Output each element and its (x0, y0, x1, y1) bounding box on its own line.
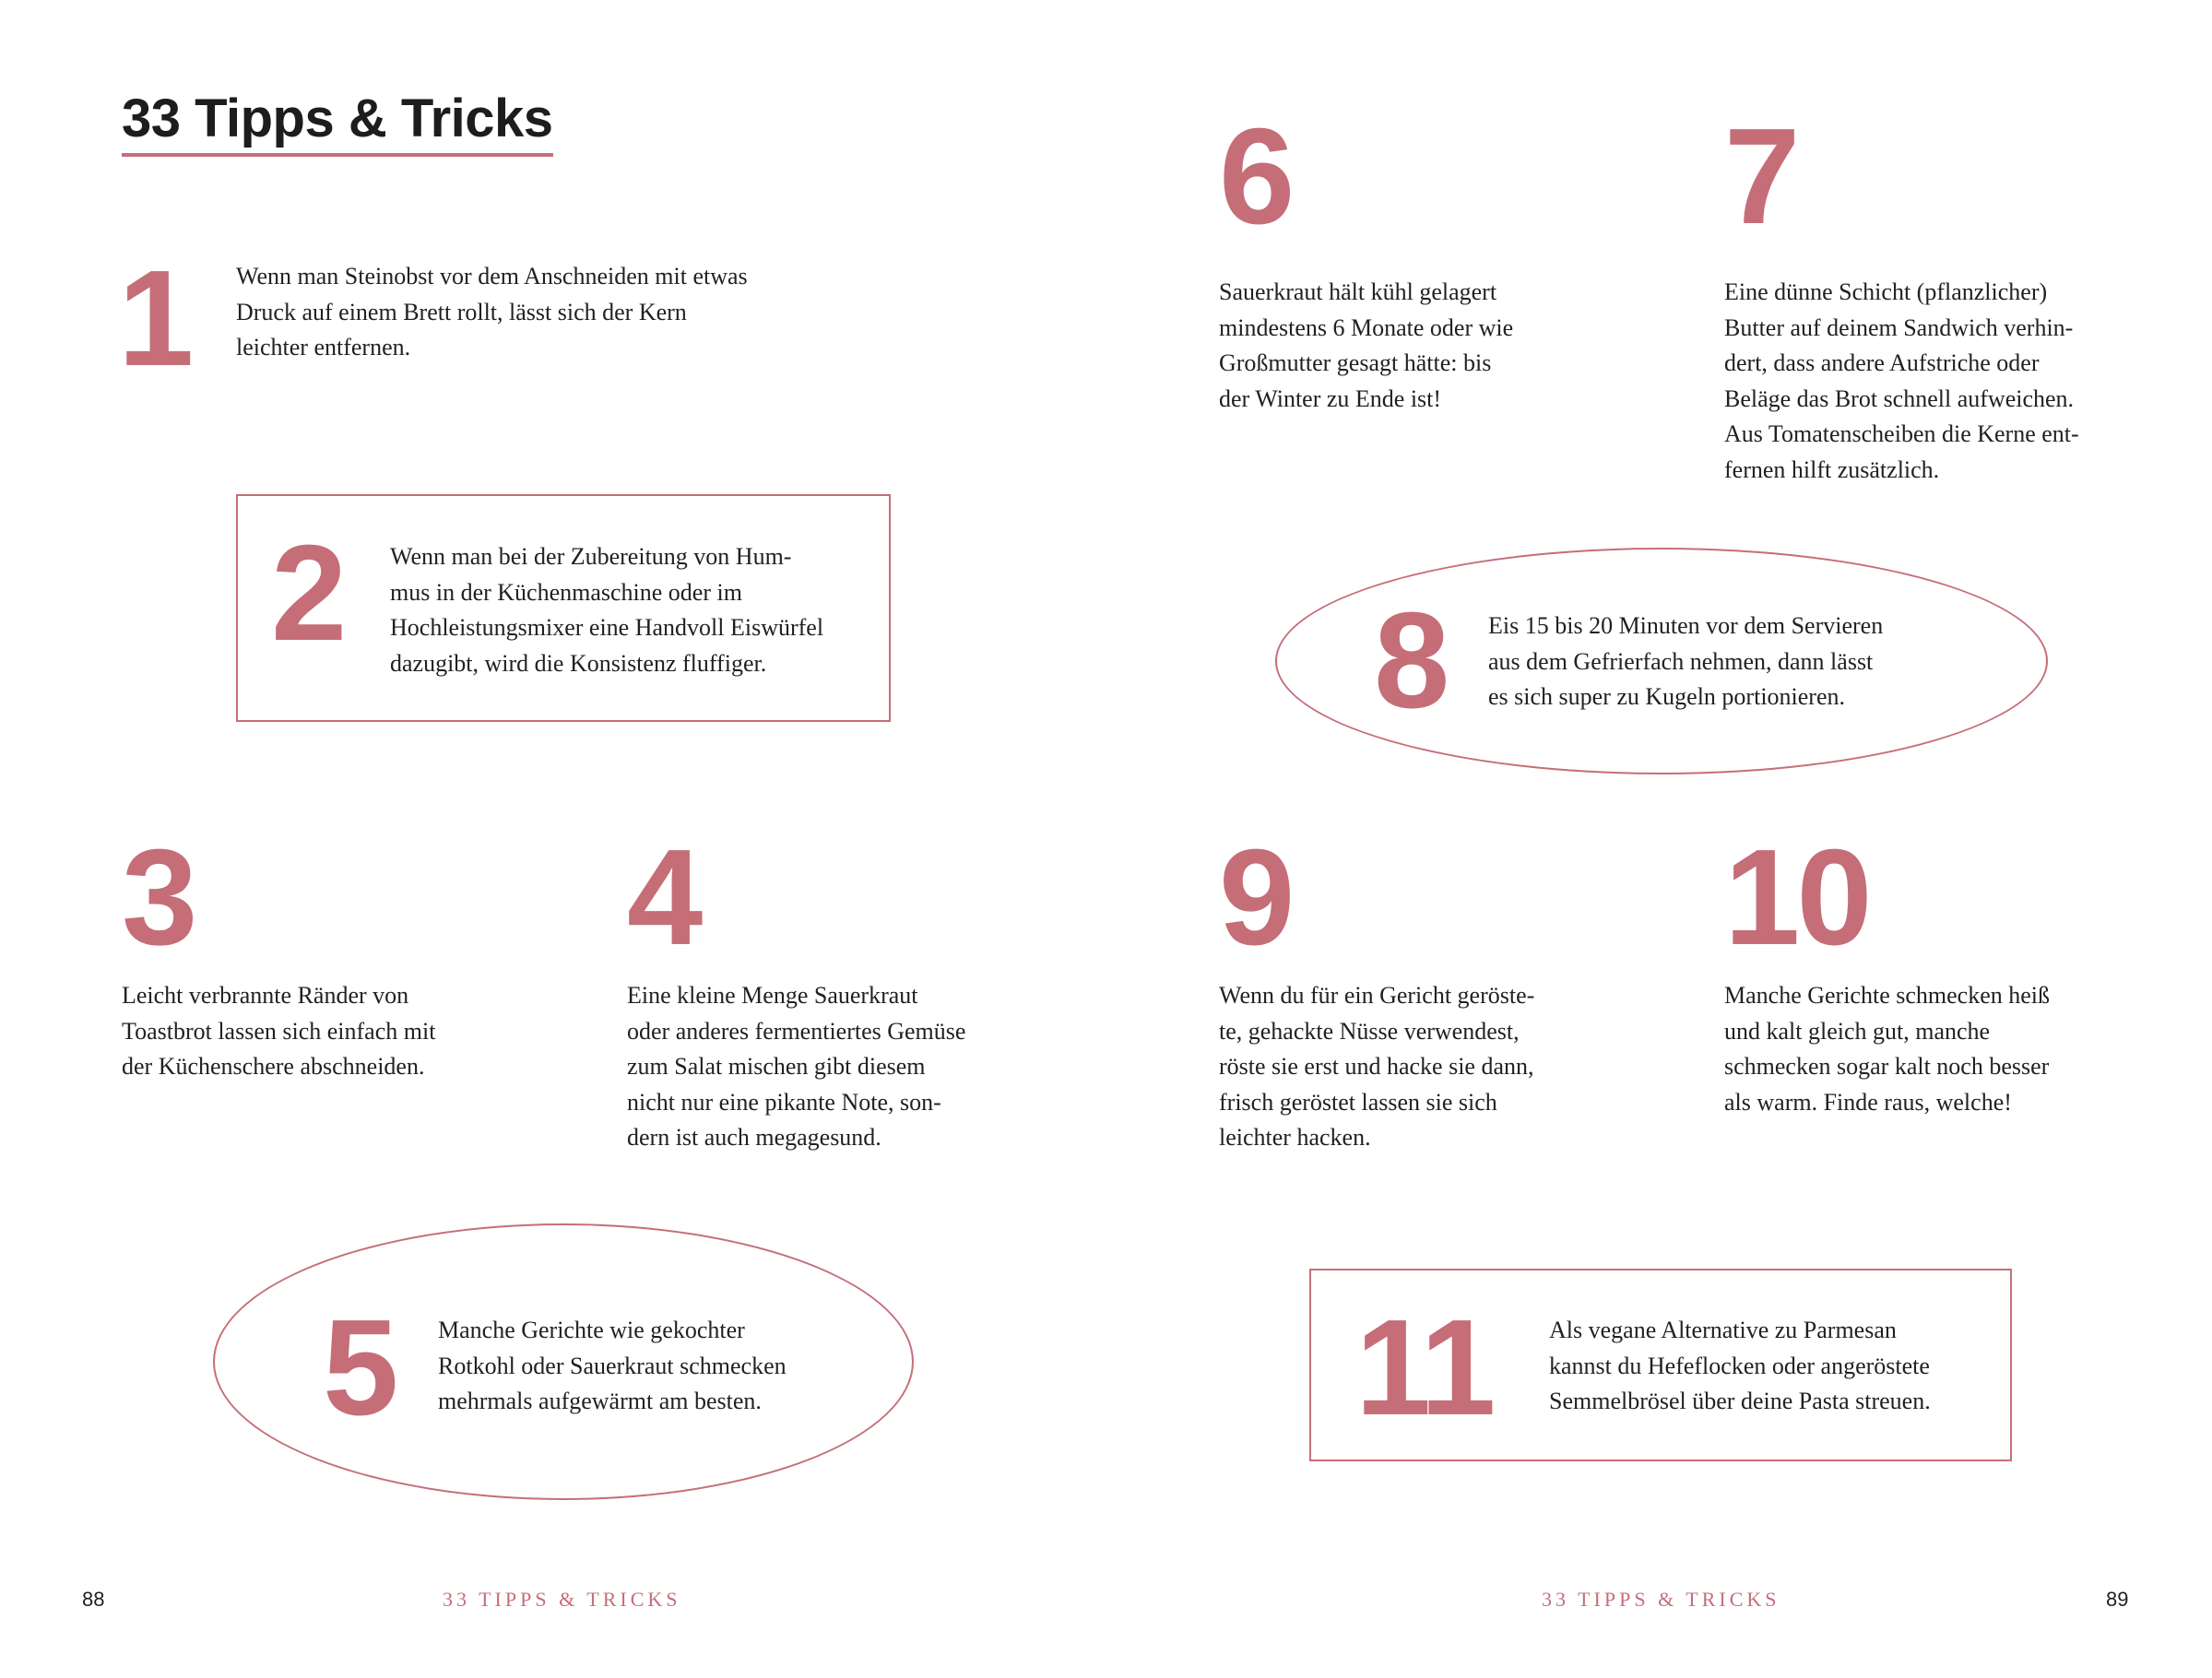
tip-text-5 (438, 1313, 787, 1420)
tip-line: mus in der Küchenmaschine oder im (390, 578, 742, 606)
tip-line: leichter entfernen. (236, 334, 411, 360)
tip-line: aus dem Gefrierfach nehmen, dann lässt (1488, 647, 1874, 675)
tip-line: und kalt gleich gut, manche (1724, 1017, 1991, 1045)
page-number-right: 89 (2106, 1588, 2129, 1611)
tip-line: Als vegane Alternative zu Parmesan (1549, 1317, 1897, 1343)
tip-text-4 (627, 978, 965, 1156)
tip-number-10: 10 (1724, 821, 1869, 974)
tip-line: Wenn du für ein Gericht geröste- (1219, 982, 1535, 1009)
running-head-right: 33 TIPPS & TRICKS (1542, 1588, 1780, 1611)
tip-line: mindestens 6 Monate oder wie (1219, 313, 1514, 341)
tip-number-1: 1 (118, 242, 191, 395)
page-title: 33 Tipps & Tricks (122, 92, 553, 157)
page-number-left: 88 (82, 1588, 105, 1611)
tip-line: Beläge das Brot schnell aufweichen. (1724, 384, 2075, 412)
tip-line: Eine kleine Menge Sauerkraut (627, 982, 918, 1009)
tip-line: Semmelbrösel über deine Pasta streuen. (1549, 1388, 1931, 1414)
tip-number-9: 9 (1219, 821, 1292, 974)
tip-line: als warm. Finde raus, welche! (1724, 1088, 2012, 1116)
tip-line: dert, dass andere Aufstriche oder (1724, 349, 2040, 376)
tip-line: kannst du Hefeflocken oder angeröstete (1549, 1352, 1930, 1379)
tip-line: leichter hacken. (1219, 1124, 1371, 1151)
tip-line: Eine dünne Schicht (pflanzlicher) (1724, 278, 2048, 305)
tip-text-3 (122, 978, 435, 1085)
tip-line: Eis 15 bis 20 Minuten vor dem Servieren (1488, 612, 1884, 639)
tip-line: dazugibt, wird die Konsistenz fluffiger. (390, 649, 767, 677)
tip-line: Butter auf deinem Sandwich verhin- (1724, 313, 2074, 341)
tip-line: frisch geröstet lassen sie sich (1219, 1088, 1497, 1116)
tip-line: Druck auf einem Brett rollt, lässt sich der Kern (236, 298, 687, 325)
tip-line: Rotkohl oder Sauerkraut schmecken (438, 1352, 787, 1379)
tip-line: nicht nur eine pikante Note, son- (627, 1088, 941, 1116)
tip-line: oder anderes fermentiertes Gemüse (627, 1017, 966, 1045)
tip-text-8 (1488, 609, 1883, 715)
tip-number-7: 7 (1724, 100, 1797, 253)
tip-text-9 (1219, 978, 1534, 1156)
tip-line: der Winter zu Ende ist! (1219, 384, 1442, 412)
tip-number-6: 6 (1219, 100, 1292, 253)
tip-number-2: 2 (271, 517, 344, 669)
tip-line: es sich super zu Kugeln portionieren. (1488, 683, 1846, 710)
tip-line: Hochleistungsmixer eine Handvoll Eiswürfel (390, 614, 824, 641)
tip-line: te, gehackte Nüsse verwendest, (1219, 1017, 1520, 1045)
tip-line: Aus Tomatenscheiben die Kerne ent- (1724, 420, 2079, 447)
tip-line: Wenn man Steinobst vor dem Anschneiden mit etwas (236, 263, 748, 290)
tip-line: Großmutter gesagt hätte: bis (1219, 349, 1492, 376)
tip-line: röste sie erst und hacke sie dann, (1219, 1053, 1534, 1080)
tip-line: Manche Gerichte wie gekochter (438, 1317, 745, 1343)
tip-text-1 (236, 259, 748, 366)
tip-line: Toastbrot lassen sich einfach mit (122, 1017, 436, 1045)
tip-number-8: 8 (1374, 585, 1447, 737)
tip-line: mehrmals aufgewärmt am besten. (438, 1388, 762, 1414)
tip-line: Sauerkraut hält kühl gelagert (1219, 278, 1497, 305)
tip-line: dern ist auch megagesund. (627, 1124, 881, 1151)
tip-text-2 (390, 539, 823, 681)
tip-number-3: 3 (122, 821, 195, 974)
tip-line: Leicht verbrannte Ränder von (122, 982, 409, 1009)
tip-text-11 (1549, 1313, 1931, 1420)
tip-number-4: 4 (627, 821, 700, 974)
tip-line: der Küchenschere abschneiden. (122, 1053, 425, 1080)
tip-line: fernen hilft zusätzlich. (1724, 455, 1940, 483)
tip-number-11: 11 (1355, 1292, 1493, 1444)
tip-text-7 (1724, 275, 2079, 488)
tip-line: schmecken sogar kalt noch besser (1724, 1053, 2050, 1080)
tip-line: Manche Gerichte schmecken heiß (1724, 982, 2051, 1009)
tip-number-5: 5 (323, 1292, 396, 1444)
tip-text-10 (1724, 978, 2050, 1120)
tip-text-6 (1219, 275, 1513, 417)
tip-line: Wenn man bei der Zubereitung von Hum- (390, 543, 792, 570)
tip-line: zum Salat mischen gibt diesem (627, 1053, 926, 1080)
running-head-left: 33 TIPPS & TRICKS (443, 1588, 681, 1611)
